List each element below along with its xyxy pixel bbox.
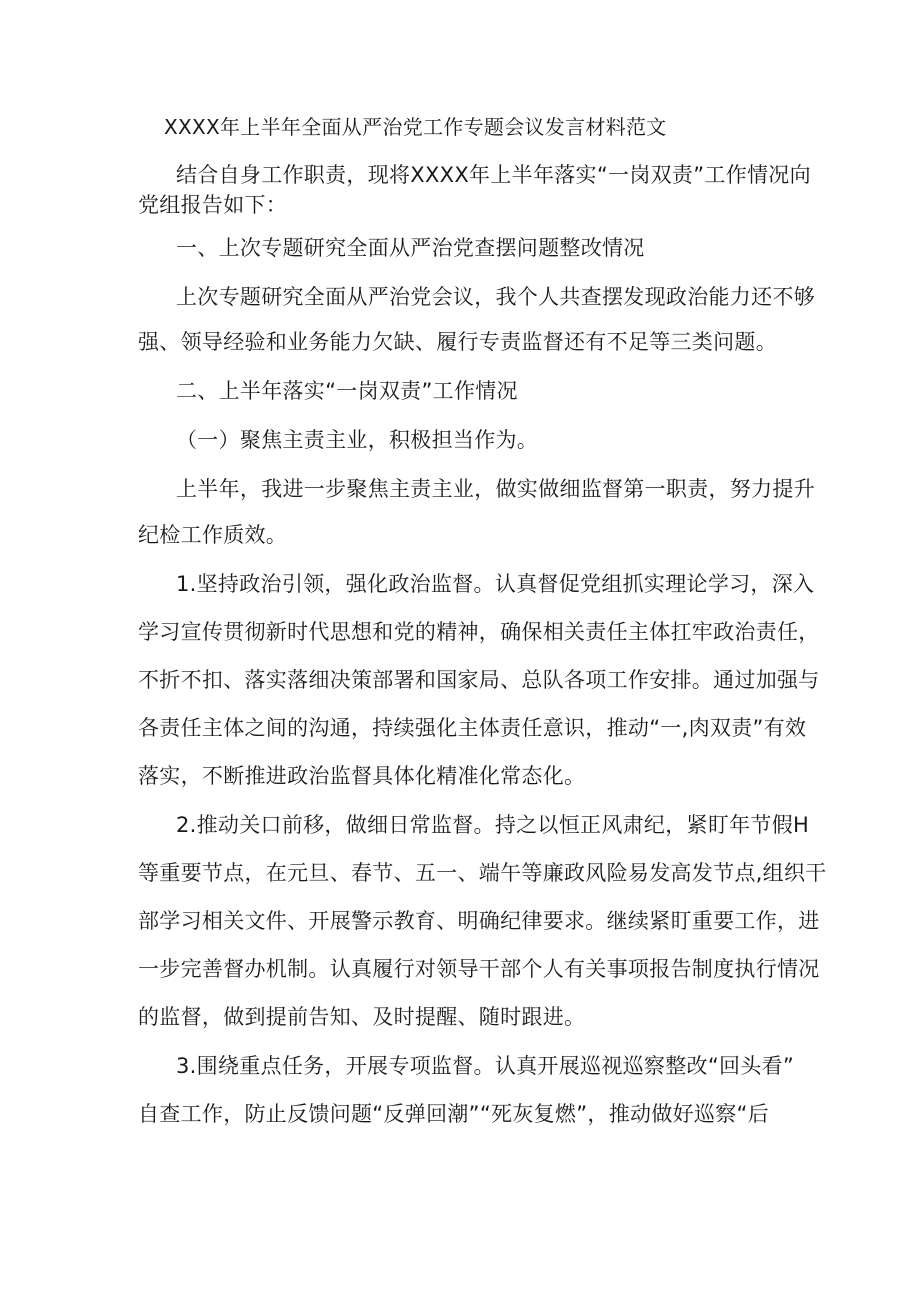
paragraph-line: 3.围绕重点任务，开展专项监督。认真开展巡视巡察整改“回头看”	[176, 1054, 795, 1078]
paragraph-line: 等重要节点，在元旦、春节、五一、端午等廉政风险易发高发节点,组织干	[138, 861, 827, 885]
subsection-heading: （一）聚焦主责主业，积极担当作为。	[176, 428, 539, 452]
section-heading: 二、上半年落实“一岗双责”工作情况	[176, 379, 518, 403]
paragraph-line: 结合自身工作职责，现将XXXX年上半年落实“一岗双责”工作情况向	[176, 163, 811, 187]
paragraph-line: 各责任主体之间的沟通，持续强化主体责任意识，推动“一,肉双责”有效	[138, 716, 807, 740]
paragraph-line: 自查工作，防止反馈问题“反弹回潮”“死灰复燃”，推动做好巡察“后	[138, 1102, 769, 1126]
paragraph-line: 1.坚持政治引领，强化政治监督。认真督促党组抓实理论学习，深入	[176, 572, 815, 596]
paragraph-line: 2.推动关口前移，做细日常监督。持之以恒正风肃纪，紧盯年节假H	[176, 813, 810, 837]
paragraph-line: 学习宣传贯彻新时代思想和党的精神，确保相关责任主体扛牢政治责任，	[138, 620, 820, 644]
paragraph-line: 部学习相关文件、开展警示教育、明确纪律要求。继续紧盯重要工作，进	[138, 909, 820, 933]
paragraph-line: 党组报告如下：	[138, 193, 288, 217]
paragraph-line: 上次专题研究全面从严治党会议，我个人共查摆发现政治能力还不够	[176, 285, 815, 309]
section-heading: 一、上次专题研究全面从严治党查摆问题整改情况	[176, 236, 645, 260]
paragraph-line: 不折不扣、落实落细决策部署和国家局、总队各项工作安排。通过加强与	[138, 668, 820, 692]
document-title: XXXX年上半年全面从严治党工作专题会议发言材料范文	[164, 115, 667, 139]
paragraph-line: 强、领导经验和业务能力欠缺、履行专责监督还有不足等三类问题。	[138, 330, 777, 354]
paragraph-line: 落实，不断推进政治监督具体化精准化常态化。	[138, 764, 586, 788]
paragraph-line: 上半年，我进一步聚焦主责主业，做实做细监督第一职责，努力提升	[176, 477, 815, 501]
paragraph-line: 的监督，做到提前告知、及时提醒、随时跟进。	[138, 1005, 586, 1029]
paragraph-line: 一步完善督办机制。认真履行对领导干部个人有关事项报告制度执行情况	[138, 957, 820, 981]
paragraph-line: 纪检工作质效。	[138, 523, 288, 547]
